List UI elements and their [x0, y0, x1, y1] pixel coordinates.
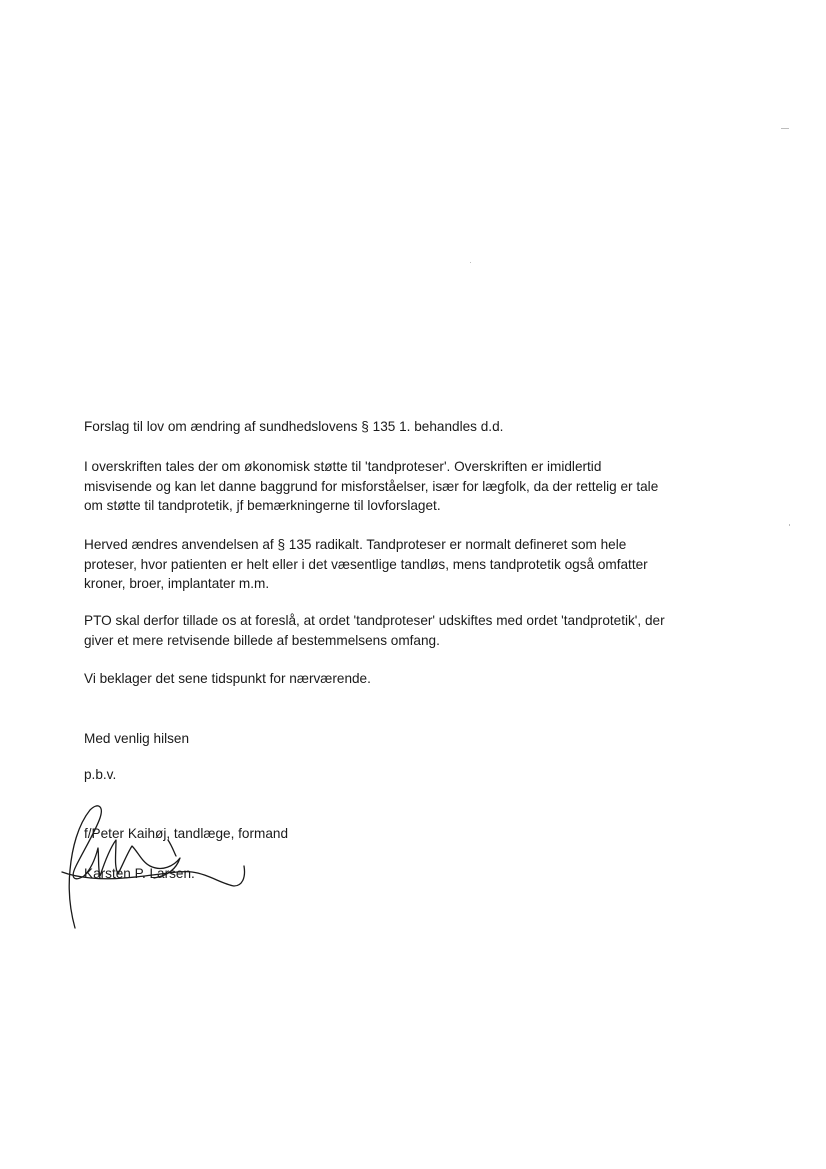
paragraph-line: Vi beklager det sene tidspunkt for nærværende. — [84, 671, 371, 686]
paragraph-line: I overskriften tales der om økonomisk støtte til 'tandproteser'. Overskriften er imidlertid — [84, 459, 602, 474]
paragraph-scope-change — [84, 535, 734, 594]
signatory-line-2: Karsten P. Larsen. — [84, 866, 195, 881]
signatory-block — [84, 824, 734, 844]
subject-line: Forslag til lov om ændring af sundhedslovens § 135 1. behandles d.d. — [84, 419, 504, 434]
paragraph-line: om støtte til tandprotetik, jf bemærkningerne til lovforslaget. — [84, 498, 441, 513]
paragraph-line: Herved ændres anvendelsen af § 135 radikalt. Tandproteser er normalt defineret som hele — [84, 537, 627, 552]
scan-speck — [470, 262, 471, 263]
paragraph-line: PTO skal derfor tillade os at foreslå, at ordet 'tandproteser' udskiftes med ordet 'tandprotetik', der — [84, 613, 665, 628]
pbv-line: p.b.v. — [84, 767, 117, 782]
signatory-block-2 — [84, 864, 734, 884]
scan-speck — [789, 524, 790, 526]
paragraph-proposal — [84, 611, 734, 650]
paragraph-line: misvisende og kan let danne baggrund for misforståelser, især for lægfolk, da der rettelig er tale — [84, 478, 659, 494]
signatory-line-1: f/Peter Kaihøj, tandlæge, formand — [84, 826, 289, 841]
paragraph-heading-critique — [84, 457, 734, 516]
paragraph-line: kroner, broer, implantater m.m. — [84, 576, 270, 591]
closing-line: Med venlig hilsen — [84, 731, 190, 746]
letter-subject — [84, 417, 734, 437]
scan-speck — [781, 128, 789, 129]
paragraph-line: proteser, hvor patienten er helt eller i det væsentlige tandløs, mens tandprotetik også omfatter — [84, 556, 648, 572]
closing-greeting — [84, 729, 734, 749]
paragraph-line: giver et mere retvisende billede af bestemmelsens omfang. — [84, 632, 440, 648]
pbv-note — [84, 765, 734, 785]
paragraph-apology — [84, 669, 734, 689]
